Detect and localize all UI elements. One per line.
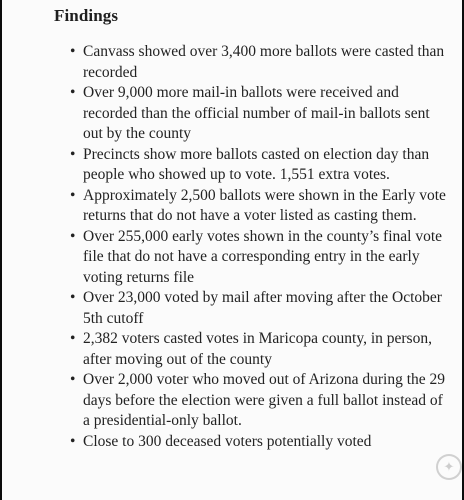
list-item bbox=[70, 329, 450, 370]
sparkle-icon: ✦ bbox=[436, 454, 462, 480]
finding-text: Over 2,000 voter who moved out of Arizona during the 29 days before the election were given a full ballot instead of a presidential-only ballot. bbox=[83, 371, 446, 429]
list-item bbox=[70, 83, 450, 145]
bullet-icon: • bbox=[70, 186, 76, 204]
list-item bbox=[70, 288, 450, 329]
finding-text: Approximately 2,500 ballots were shown in the Early vote returns that do not have a voter listed as casting them. bbox=[83, 186, 446, 224]
finding-text: Over 255,000 early votes shown in the county’s final vote file that do not have a corresponding entry in the early voting returns file bbox=[83, 227, 443, 286]
list-item bbox=[70, 227, 450, 289]
findings-heading: Findings bbox=[54, 6, 119, 25]
list-item bbox=[70, 432, 450, 453]
left-frame-edge bbox=[0, 0, 2, 500]
bullet-icon: • bbox=[70, 289, 76, 306]
bullet-icon: • bbox=[70, 371, 76, 388]
bullet-icon: • bbox=[70, 432, 76, 450]
finding-text: Close to 300 deceased voters potentially voted bbox=[83, 432, 372, 450]
document-photo bbox=[2, 0, 462, 500]
bullet-icon: • bbox=[70, 145, 76, 163]
list-item bbox=[70, 145, 450, 186]
finding-text: Canvass showed over 3,400 more ballots were casted than recorded bbox=[83, 43, 445, 81]
findings-list bbox=[70, 42, 450, 452]
list-item bbox=[70, 42, 450, 83]
finding-text: Precincts show more ballots casted on election day than people who showed up to vote. 1,551 extra votes. bbox=[83, 145, 430, 183]
finding-text: Over 23,000 voted by mail after moving after the October 5th cutoff bbox=[83, 289, 442, 327]
bullet-icon: • bbox=[70, 227, 76, 245]
bullet-icon: • bbox=[70, 43, 76, 60]
finding-text: Over 9,000 more mail-in ballots were received and recorded than the official number of mail-in ballots sent out by the county bbox=[83, 84, 430, 142]
list-item bbox=[70, 370, 450, 432]
bullet-icon: • bbox=[70, 330, 76, 347]
bullet-icon: • bbox=[70, 84, 76, 101]
finding-text: 2,382 voters casted votes in Maricopa county, in person, after moving out of the county bbox=[83, 330, 432, 368]
list-item bbox=[70, 186, 450, 227]
